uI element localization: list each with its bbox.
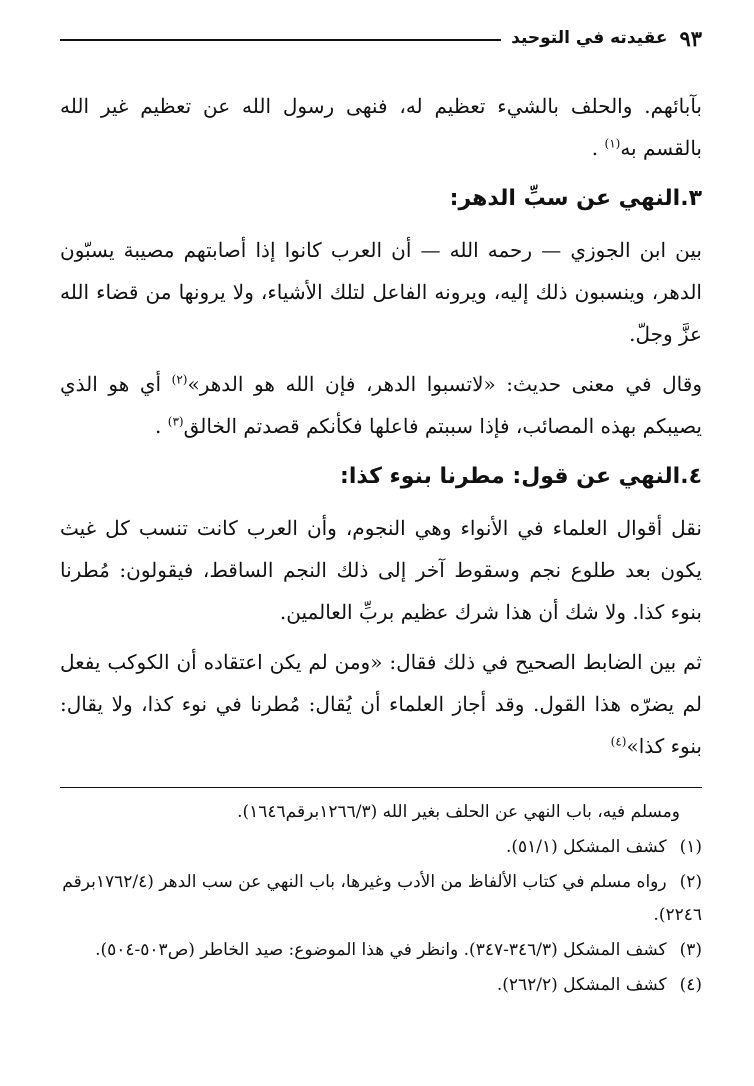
page-header [60,22,702,54]
main-text [60,85,702,775]
section-heading-4: ٤.النهي عن قول: مطرنا بنوء كذا: [340,464,702,489]
footnote-ref-1[interactable]: (١) [604,136,621,151]
running-title: عقيدته في التوحيد [511,28,668,48]
footnotes [60,796,702,1004]
footnote-divider [60,787,702,788]
footnote-number: (٤) [679,975,702,995]
footnote-number: (٢) [679,872,702,892]
footnote-ref-3[interactable]: (٣) [167,414,184,429]
header-rule [60,39,501,41]
footnote-4: (٤) كشف المشكل (٢٦٢/٢). [60,969,702,1002]
footnote-number: (٣) [679,940,702,960]
footnote-ref-4[interactable]: (٤) [610,734,627,749]
section-heading-3: ٣.النهي عن سبِّ الدهر: [449,186,702,211]
footnote-1: (١) كشف المشكل (٥١/١). [60,831,702,864]
paragraph-3: وقال في معنى حديث: «لاتسبوا الدهر، فإن الله هو الدهر»$^{(٢)}$ أي هو الذي يصيبكم بهذه المصائب، فإذا سببتم فاعلها فكأنكم قصدتم الخالق$^{(٣)}$ . [60,372,702,438]
paragraph-4: نقل أقوال العلماء في الأنواء وهي النجوم، وأن العرب كانت تنسب كل غيث يكون بعد طلوع نجم وسقوط آخر إلى ذلك النجم الساقط، فيقولون: مُطرنا بنوء كذا. ولا شك أن هذا شرك عظيم بربِّ العالمين. [60,516,702,624]
page-number: ٩٣ [679,25,702,51]
footnote-2: (٢) رواه مسلم في كتاب الألفاظ من الأدب وغيرها، باب النهي عن سب الدهر (١٧٦٢/٤برقم ٢٢٤٦). [60,866,702,932]
footnote-ref-2[interactable]: (٢) [171,372,188,387]
paragraph-5: ثم بين الضابط الصحيح في ذلك فقال: «ومن لم يكن اعتقاده أن الكوكب يفعل لم يضرّه هذا القول. وقد أجاز العلماء أن يُقال: مُطرنا في نوء كذا، ولا يقال: بنوء كذا»$^{(٤)}$ [60,650,702,758]
paragraph-1: بآبائهم. والحلف بالشيء تعظيم له، فنهى رسول الله عن تعظيم غير الله بالقسم به$^{(١)}$ . [60,94,703,160]
paragraph-2: بين ابن الجوزي — رحمه الله — أن العرب كانوا إذا أصابتهم مصيبة يسبّون الدهر، وينسبون ذلك إليه، ويرونه الفاعل لتلك الأشياء، ولا يرونها من قضاء الله عزَّ وجلّ. [60,238,702,346]
footnote-3: (٣) كشف المشكل (٣٤٦/٣-٣٤٧). وانظر في هذا الموضوع: صيد الخاطر (ص٥٠٣-٥٠٤). [60,934,702,967]
footnote-continuation: ومسلم فيه، باب النهي عن الحلف بغير الله (١٢٦٦/٣برقم١٦٤٦). [237,802,680,822]
footnote-number: (١) [679,837,702,857]
